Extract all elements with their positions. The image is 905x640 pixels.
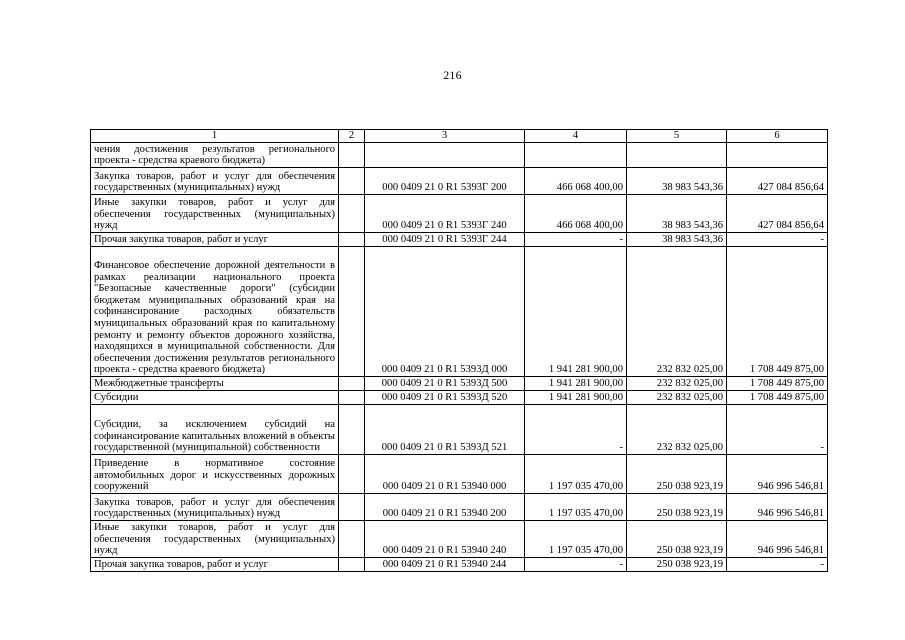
row-value-6: - xyxy=(727,233,828,247)
table-row xyxy=(91,558,828,572)
row-name: Иные закупки товаров, работ и услуг для обеспечения государственных (муниципальных) нужд xyxy=(91,521,339,558)
column-header: 2 xyxy=(339,130,365,143)
row-col2 xyxy=(339,233,365,247)
table-row xyxy=(91,391,828,405)
row-col2 xyxy=(339,558,365,572)
row-value-5: 250 038 923,19 xyxy=(627,494,727,521)
row-value-6: 946 996 546,81 xyxy=(727,494,828,521)
row-name: Закупка товаров, работ и услуг для обеспечения государственных (муниципальных) нужд xyxy=(91,494,339,521)
row-value-6: 946 996 546,81 xyxy=(727,455,828,494)
column-header: 5 xyxy=(627,130,727,143)
column-header: 4 xyxy=(525,130,627,143)
row-value-4: - xyxy=(525,405,627,455)
row-col2 xyxy=(339,391,365,405)
row-col2 xyxy=(339,377,365,391)
table-row xyxy=(91,377,828,391)
row-value-6: - xyxy=(727,405,828,455)
row-col2 xyxy=(339,143,365,168)
row-name: Иные закупки товаров, работ и услуг для обеспечения государственных (муниципальных) нужд xyxy=(91,195,339,233)
row-code: 000 0409 21 0 R1 5393Г 240 xyxy=(365,195,525,233)
row-name: Прочая закупка товаров, работ и услуг xyxy=(91,233,339,247)
row-name: чения достижения результатов регионального проекта - средства краевого бюджета) xyxy=(91,143,339,168)
row-code: 000 0409 21 0 R1 53940 244 xyxy=(365,558,525,572)
row-value-4: 1 941 281 900,00 xyxy=(525,377,627,391)
row-value-6: 1 708 449 875,00 xyxy=(727,247,828,377)
row-col2 xyxy=(339,494,365,521)
page-number: 216 xyxy=(443,68,462,82)
row-value-4: 1 941 281 900,00 xyxy=(525,391,627,405)
row-code: 000 0409 21 0 R1 53940 240 xyxy=(365,521,525,558)
budget-table xyxy=(90,129,828,572)
row-value-5: 38 983 543,36 xyxy=(627,168,727,195)
table-row xyxy=(91,168,828,195)
row-col2 xyxy=(339,455,365,494)
row-code: 000 0409 21 0 R1 5393Д 521 xyxy=(365,405,525,455)
row-value-6: 1 708 449 875,00 xyxy=(727,377,828,391)
row-value-5: 232 832 025,00 xyxy=(627,405,727,455)
row-value-4: 1 197 035 470,00 xyxy=(525,494,627,521)
row-value-5: 38 983 543,36 xyxy=(627,195,727,233)
row-value-6: 1 708 449 875,00 xyxy=(727,391,828,405)
column-header: 1 xyxy=(91,130,339,143)
row-value-5: 250 038 923,19 xyxy=(627,558,727,572)
row-code: 000 0409 21 0 R1 53940 200 xyxy=(365,494,525,521)
row-name: Приведение в нормативное состояние автомобильных дорог и искусственных дорожных сооружений xyxy=(91,455,339,494)
row-col2 xyxy=(339,405,365,455)
row-code: 000 0409 21 0 R1 5393Г 200 xyxy=(365,168,525,195)
table-header-row xyxy=(91,130,828,143)
row-name: Прочая закупка товаров, работ и услуг xyxy=(91,558,339,572)
table-row xyxy=(91,233,828,247)
row-value-5: 232 832 025,00 xyxy=(627,377,727,391)
column-header: 3 xyxy=(365,130,525,143)
table-row xyxy=(91,494,828,521)
table-row xyxy=(91,143,828,168)
row-name: Межбюджетные трансферты xyxy=(91,377,339,391)
row-value-5: 232 832 025,00 xyxy=(627,247,727,377)
row-value-4: 1 197 035 470,00 xyxy=(525,521,627,558)
row-name: Субсидии xyxy=(91,391,339,405)
row-name: Субсидии, за исключением субсидий на софинансирование капитальных вложений в объекты государственной (муниципальной) собственности xyxy=(91,405,339,455)
row-col2 xyxy=(339,195,365,233)
row-value-4 xyxy=(525,143,627,168)
row-value-4: 1 197 035 470,00 xyxy=(525,455,627,494)
row-code: 000 0409 21 0 R1 5393Д 520 xyxy=(365,391,525,405)
row-value-4: - xyxy=(525,233,627,247)
table-row xyxy=(91,195,828,233)
row-name: Финансовое обеспечение дорожной деятельности в рамках реализации национального проекта "Безопасные качественные дороги" (субсидии бюджетам муниципальных образований края на софинансирование расходных обязательств муниципальных образований края по капитальному ремонту и ремонту объектов дорожного хозяйства, находящихся в муниципальной собственности. Для обеспечения достижения результатов регионального проекта - средства краевого бюджета) xyxy=(91,247,339,377)
row-value-5: 250 038 923,19 xyxy=(627,521,727,558)
row-value-6: - xyxy=(727,558,828,572)
column-header: 6 xyxy=(727,130,828,143)
row-col2 xyxy=(339,168,365,195)
row-value-6: 946 996 546,81 xyxy=(727,521,828,558)
row-value-6 xyxy=(727,143,828,168)
table-row xyxy=(91,405,828,455)
row-value-6: 427 084 856,64 xyxy=(727,168,828,195)
row-code xyxy=(365,143,525,168)
row-value-5: 38 983 543,36 xyxy=(627,233,727,247)
row-value-5: 250 038 923,19 xyxy=(627,455,727,494)
row-value-4: - xyxy=(525,558,627,572)
row-code: 000 0409 21 0 R1 5393Д 000 xyxy=(365,247,525,377)
row-name: Закупка товаров, работ и услуг для обеспечения государственных (муниципальных) нужд xyxy=(91,168,339,195)
row-code: 000 0409 21 0 R1 5393Г 244 xyxy=(365,233,525,247)
table-row xyxy=(91,455,828,494)
row-value-6: 427 084 856,64 xyxy=(727,195,828,233)
row-value-4: 466 068 400,00 xyxy=(525,168,627,195)
row-value-4: 1 941 281 900,00 xyxy=(525,247,627,377)
table-row xyxy=(91,521,828,558)
row-value-4: 466 068 400,00 xyxy=(525,195,627,233)
row-code: 000 0409 21 0 R1 5393Д 500 xyxy=(365,377,525,391)
row-value-5: 232 832 025,00 xyxy=(627,391,727,405)
table-row xyxy=(91,247,828,377)
row-value-5 xyxy=(627,143,727,168)
row-col2 xyxy=(339,521,365,558)
row-code: 000 0409 21 0 R1 53940 000 xyxy=(365,455,525,494)
row-col2 xyxy=(339,247,365,377)
